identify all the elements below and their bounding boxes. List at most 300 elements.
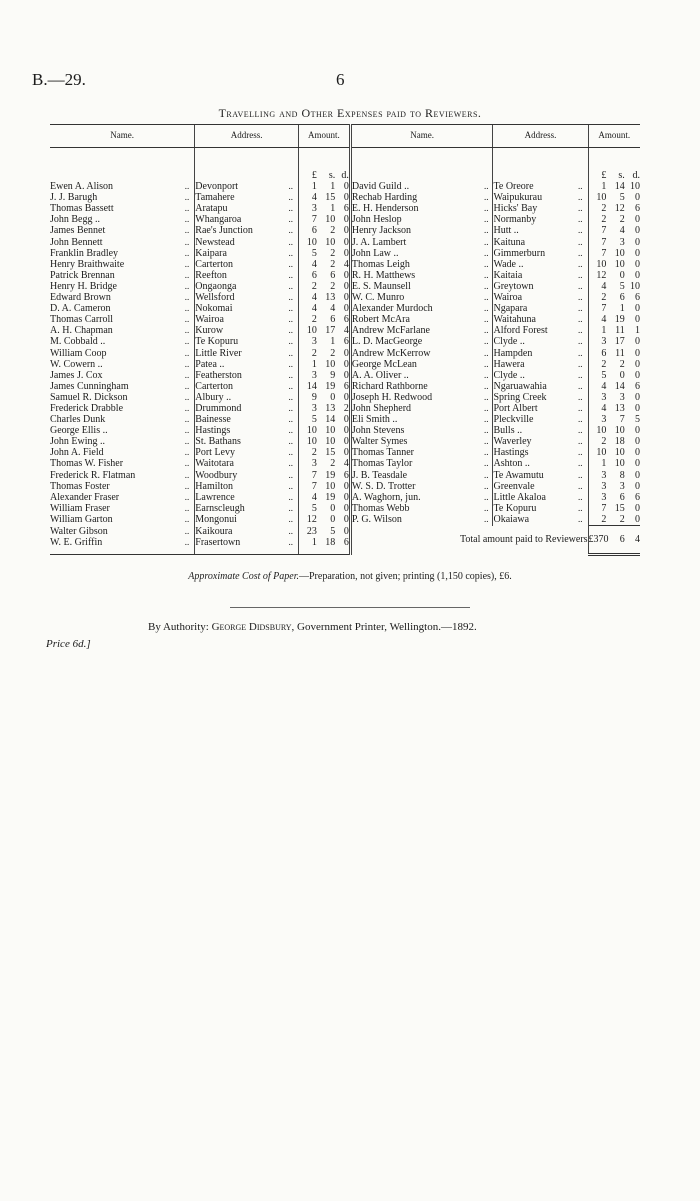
authority-suffix: , Government Printer, Wellington.—1892. bbox=[291, 621, 477, 633]
leader-dots: .. bbox=[184, 303, 190, 314]
table-row bbox=[50, 492, 640, 503]
amount-pounds: 2 bbox=[588, 292, 606, 303]
amount-pounds: 4 bbox=[588, 314, 606, 325]
amount-pounds: 5 bbox=[299, 503, 317, 514]
table-row bbox=[50, 303, 640, 314]
reviewer-name: John Law .. bbox=[350, 248, 480, 259]
expenses-table bbox=[50, 124, 640, 556]
leader-dots: .. bbox=[288, 203, 293, 214]
reviewer-name: Henry Jackson bbox=[350, 225, 480, 236]
reviewer-name: George Ellis .. bbox=[50, 425, 108, 437]
table-row bbox=[50, 425, 640, 436]
leader-dots: .. bbox=[483, 469, 489, 480]
leader-dots: .. bbox=[184, 425, 190, 436]
printer-name: George Didsbury bbox=[211, 621, 292, 633]
leader-dots: .. bbox=[483, 358, 489, 369]
reviewer-address: Bulls .. bbox=[493, 425, 573, 436]
amount-shillings: 2 bbox=[330, 280, 336, 292]
reviewer-name: Frederick R. Flatman bbox=[50, 469, 136, 481]
reviewer-address: Kaipara bbox=[195, 248, 284, 259]
reviewer-address: Clyde .. bbox=[493, 370, 573, 381]
reviewer-address: Te Kopuru bbox=[493, 503, 573, 514]
table-row bbox=[50, 259, 640, 270]
reviewer-name: George McLean bbox=[350, 359, 480, 370]
table-row bbox=[50, 458, 640, 469]
reviewer-address: Waitotara bbox=[195, 458, 284, 469]
amount-shillings: 3 bbox=[619, 391, 625, 403]
leader-dots: .. bbox=[288, 369, 293, 380]
reviewer-address: Hampden bbox=[493, 348, 573, 359]
amount-pence: 6 bbox=[343, 469, 349, 481]
spacer bbox=[493, 148, 573, 182]
reviewer-address: Aratapu bbox=[195, 203, 284, 214]
amount-pence: 0 bbox=[343, 502, 349, 514]
reviewer-name: Robert McAra bbox=[350, 314, 480, 325]
amount-pounds: 1 bbox=[588, 458, 606, 469]
table-title: Travelling and Other Expenses paid to Reviewers. bbox=[218, 106, 482, 120]
amount-pounds: 2 bbox=[588, 214, 606, 225]
spacer bbox=[350, 148, 480, 182]
leader-dots: .. bbox=[288, 280, 293, 291]
leader-dots: .. bbox=[577, 502, 583, 513]
leader-dots: .. bbox=[577, 280, 583, 291]
document-code: B.—29. bbox=[32, 70, 86, 89]
page-header bbox=[32, 70, 652, 92]
amount-pounds: 7 bbox=[299, 470, 317, 481]
amount-shillings: 3 bbox=[619, 236, 625, 248]
reviewer-name: J. J. Barugh bbox=[50, 192, 98, 204]
col-amount-right: Amount. bbox=[588, 125, 640, 148]
amount-pounds: 7 bbox=[588, 248, 606, 259]
amount-pence: 0 bbox=[343, 280, 349, 292]
reviewer-name: John Heslop bbox=[350, 214, 480, 225]
amount-pounds: 5 bbox=[299, 414, 317, 425]
amount-shillings: 2 bbox=[619, 513, 625, 525]
amount-shillings: 19 bbox=[325, 469, 336, 481]
amount-pounds: 1 bbox=[588, 181, 606, 192]
amount-pounds: 4 bbox=[299, 192, 317, 203]
amount-pounds: 1 bbox=[299, 537, 317, 555]
table-row bbox=[50, 237, 640, 248]
amount-shillings: 2 bbox=[330, 247, 336, 259]
amount-pence: 0 bbox=[343, 247, 349, 259]
leader-dots: .. bbox=[184, 436, 190, 447]
table-row bbox=[50, 325, 640, 336]
leader-dots: .. bbox=[184, 314, 190, 325]
amount-shillings: 2 bbox=[619, 358, 625, 370]
amount-pounds: 10 bbox=[299, 237, 317, 248]
table-row bbox=[50, 270, 640, 281]
leader-dots: .. bbox=[483, 436, 489, 447]
amount-pence: 6 bbox=[343, 336, 349, 348]
table-row bbox=[50, 392, 640, 403]
amount-shillings: 10 bbox=[325, 358, 336, 370]
amount-shillings: 10 bbox=[325, 236, 336, 248]
amount-pence: 0 bbox=[343, 414, 349, 426]
amount-pounds: 4 bbox=[299, 303, 317, 314]
leader-dots: .. bbox=[288, 325, 293, 336]
reviewer-address: Hamilton bbox=[195, 481, 284, 492]
reviewer-address: Wellsford bbox=[195, 292, 284, 303]
leader-dots: .. bbox=[483, 280, 489, 291]
reviewer-address: Clyde .. bbox=[493, 336, 573, 347]
amount-pounds: 2 bbox=[588, 436, 606, 447]
amount-pence: 0 bbox=[343, 181, 349, 193]
amount-shillings: 15 bbox=[325, 192, 336, 204]
amount-pounds: 1 bbox=[299, 359, 317, 370]
amount-pounds: 4 bbox=[588, 403, 606, 414]
leader-dots: .. bbox=[483, 502, 489, 513]
leader-dots: .. bbox=[577, 513, 583, 524]
amount-pence: 0 bbox=[635, 269, 640, 281]
total-pence: 4 bbox=[625, 526, 640, 555]
reviewer-address: Reefton bbox=[195, 270, 284, 281]
reviewer-address: Lawrence bbox=[195, 492, 284, 503]
amount-pence: 10 bbox=[630, 181, 640, 193]
reviewer-address: Kurow bbox=[195, 325, 284, 336]
reviewer-name: Franklin Bradley bbox=[50, 247, 119, 259]
amount-pounds: 3 bbox=[588, 392, 606, 403]
reviewer-address: Waverley bbox=[493, 436, 573, 447]
cost-note bbox=[0, 571, 700, 582]
reviewer-name: Edward Brown bbox=[50, 292, 111, 304]
reviewer-address: Okaiawa bbox=[493, 514, 573, 526]
reviewer-address: Drummond bbox=[195, 403, 284, 414]
leader-dots: .. bbox=[184, 214, 190, 225]
amount-pounds: 10 bbox=[588, 259, 606, 270]
leader-dots: .. bbox=[184, 369, 190, 380]
leader-dots: .. bbox=[288, 258, 293, 269]
leader-dots: .. bbox=[483, 192, 489, 203]
amount-pounds: 3 bbox=[588, 470, 606, 481]
reviewer-name: Richard Rathborne bbox=[350, 381, 480, 392]
leader-dots: .. bbox=[288, 480, 293, 491]
reviewer-name: John Begg .. bbox=[50, 214, 100, 226]
amount-pence: 4 bbox=[343, 258, 349, 270]
leader-dots: .. bbox=[577, 380, 583, 391]
amount-pounds: 12 bbox=[588, 270, 606, 281]
leader-dots: .. bbox=[184, 347, 190, 358]
unit-pence: d. bbox=[341, 170, 349, 181]
reviewer-name: Walter Symes bbox=[350, 436, 480, 447]
amount-pence: 0 bbox=[343, 491, 349, 503]
reviewer-name: Thomas W. Fisher bbox=[50, 458, 124, 470]
table-body bbox=[50, 148, 640, 555]
amount-shillings: 5 bbox=[619, 192, 625, 204]
amount-pounds: 3 bbox=[588, 336, 606, 347]
leader-dots: .. bbox=[483, 513, 489, 524]
unit-pounds: £ bbox=[588, 148, 606, 182]
leader-dots: .. bbox=[483, 181, 489, 192]
amount-pence: 6 bbox=[635, 491, 640, 503]
amount-shillings: 0 bbox=[330, 513, 336, 525]
reviewer-address: Kaikoura bbox=[195, 526, 284, 537]
total-shillings: 6 bbox=[606, 526, 624, 555]
amount-pence: 0 bbox=[635, 458, 640, 470]
leader-dots: .. bbox=[577, 391, 583, 402]
amount-pounds: 10 bbox=[588, 192, 606, 203]
amount-pence: 0 bbox=[635, 425, 640, 437]
amount-pounds: 6 bbox=[299, 225, 317, 236]
reviewer-address: Alford Forest bbox=[493, 325, 573, 336]
reviewer-address: Waipukurau bbox=[493, 192, 573, 203]
amount-pounds: 2 bbox=[299, 348, 317, 359]
amount-shillings: 2 bbox=[330, 458, 336, 470]
amount-pence: 0 bbox=[635, 513, 640, 525]
amount-pounds: 5 bbox=[299, 248, 317, 259]
amount-pence: 0 bbox=[635, 347, 640, 359]
reviewer-address: Newstead bbox=[195, 237, 284, 248]
reviewer-name: W. S. D. Trotter bbox=[350, 481, 480, 492]
amount-shillings: 18 bbox=[317, 537, 335, 555]
leader-dots: .. bbox=[184, 458, 190, 469]
amount-shillings: 6 bbox=[330, 314, 336, 326]
amount-pounds: 3 bbox=[299, 203, 317, 214]
reviewer-name: J. B. Teasdale bbox=[350, 470, 480, 481]
amount-shillings: 4 bbox=[330, 303, 336, 315]
leader-dots: .. bbox=[184, 491, 190, 502]
reviewer-name: Thomas Leigh bbox=[350, 259, 480, 270]
reviewer-address: Wairoa bbox=[493, 292, 573, 303]
amount-shillings: 10 bbox=[614, 258, 625, 270]
amount-shillings: 14 bbox=[614, 181, 625, 193]
amount-shillings: 2 bbox=[330, 258, 336, 270]
amount-pence: 0 bbox=[343, 303, 349, 315]
table-row bbox=[50, 292, 640, 303]
reviewer-address: Wade .. bbox=[493, 259, 573, 270]
leader-dots: .. bbox=[483, 214, 489, 225]
leader-dots: .. bbox=[577, 480, 583, 491]
amount-pounds: 10 bbox=[299, 325, 317, 336]
amount-pounds: 14 bbox=[299, 381, 317, 392]
amount-pounds: 2 bbox=[588, 203, 606, 214]
reviewer-name: Samuel R. Dickson bbox=[50, 391, 128, 403]
reviewer-address: Albury .. bbox=[195, 392, 284, 403]
amount-pence: 0 bbox=[343, 214, 349, 226]
leader-dots: .. bbox=[483, 369, 489, 380]
reviewer-name: Thomas Taylor bbox=[350, 458, 480, 469]
amount-pounds: 4 bbox=[299, 259, 317, 270]
amount-shillings: 10 bbox=[614, 425, 625, 437]
amount-shillings: 2 bbox=[619, 214, 625, 226]
amount-shillings: 10 bbox=[614, 247, 625, 259]
amount-pence: 0 bbox=[343, 480, 349, 492]
table-row bbox=[50, 336, 640, 347]
reviewer-address: Nokomai bbox=[195, 303, 284, 314]
reviewer-address: Wairoa bbox=[195, 314, 284, 325]
reviewer-address: Ashton .. bbox=[493, 458, 573, 469]
col-name-left: Name. bbox=[50, 125, 195, 148]
leader-dots: .. bbox=[184, 336, 190, 347]
amount-pounds: 7 bbox=[588, 225, 606, 236]
amount-pounds: 3 bbox=[299, 336, 317, 347]
reviewer-address: Port Levy bbox=[195, 447, 284, 458]
cost-label: Approximate Cost of Paper. bbox=[188, 571, 299, 582]
reviewer-address: Hutt .. bbox=[493, 225, 573, 236]
leader-dots: .. bbox=[184, 402, 190, 413]
reviewer-name: Alexander Fraser bbox=[50, 491, 120, 503]
amount-pence: 10 bbox=[630, 280, 640, 292]
amount-pence: 6 bbox=[343, 380, 349, 392]
leader-dots: .. bbox=[577, 336, 583, 347]
reviewer-name: Walter Gibson bbox=[50, 525, 108, 537]
leader-dots: .. bbox=[577, 436, 583, 447]
leader-dots: .. bbox=[577, 225, 583, 236]
leader-dots: .. bbox=[577, 214, 583, 225]
leader-dots: .. bbox=[184, 203, 190, 214]
table-row bbox=[50, 514, 640, 526]
amount-pence: 0 bbox=[635, 447, 640, 459]
spacer bbox=[195, 148, 284, 182]
amount-pounds: 1 bbox=[588, 325, 606, 336]
leader-dots: .. bbox=[184, 325, 190, 336]
amount-shillings: 10 bbox=[325, 480, 336, 492]
amount-shillings: 1 bbox=[330, 181, 336, 193]
reviewer-name: A. A. Oliver .. bbox=[350, 370, 480, 381]
reviewer-name: Thomas Tanner bbox=[350, 447, 480, 458]
reviewer-address: Waitahuna bbox=[493, 314, 573, 325]
amount-pence: 0 bbox=[343, 369, 349, 381]
reviewer-name: W. E. Griffin bbox=[50, 537, 180, 555]
leader-dots: .. bbox=[288, 292, 293, 303]
amount-pounds: 2 bbox=[299, 314, 317, 325]
amount-pounds: 3 bbox=[299, 458, 317, 469]
reviewer-address: Greytown bbox=[493, 281, 573, 292]
amount-pence: 0 bbox=[343, 425, 349, 437]
leader-dots: .. bbox=[577, 491, 583, 502]
table-row bbox=[50, 192, 640, 203]
spacer bbox=[480, 148, 493, 182]
amount-pence: 0 bbox=[635, 314, 640, 326]
amount-pence: 0 bbox=[635, 369, 640, 381]
amount-pounds: 2 bbox=[299, 281, 317, 292]
amount-shillings: 11 bbox=[615, 347, 625, 359]
amount-pence: 0 bbox=[343, 436, 349, 448]
leader-dots: .. bbox=[180, 537, 195, 555]
reviewer-name: J. A. Lambert bbox=[350, 237, 480, 248]
leader-dots: .. bbox=[288, 336, 293, 347]
amount-shillings: 13 bbox=[325, 402, 336, 414]
amount-shillings: 0 bbox=[330, 502, 336, 514]
amount-pence: 0 bbox=[635, 336, 640, 348]
leader-dots: .. bbox=[184, 391, 190, 402]
reviewer-name: E. S. Maunsell bbox=[350, 281, 480, 292]
leader-dots: .. bbox=[577, 447, 583, 458]
table-row bbox=[50, 203, 640, 214]
amount-pounds: 2 bbox=[299, 447, 317, 458]
amount-shillings: 0 bbox=[330, 391, 336, 403]
table-row bbox=[50, 381, 640, 392]
amount-pounds: 3 bbox=[588, 492, 606, 503]
reviewer-name: James Bennet bbox=[50, 225, 106, 237]
leader-dots: .. bbox=[184, 258, 190, 269]
leader-dots: .. bbox=[577, 181, 583, 192]
reviewer-address: Te Awamutu bbox=[493, 470, 573, 481]
spacer bbox=[573, 148, 588, 182]
reviewer-address: Gimmerburn bbox=[493, 248, 573, 259]
amount-pounds: 3 bbox=[588, 414, 606, 425]
reviewer-address: Ongaonga bbox=[195, 281, 284, 292]
leader-dots: .. bbox=[288, 380, 293, 391]
reviewer-address: Port Albert bbox=[493, 403, 573, 414]
leader-dots: .. bbox=[483, 491, 489, 502]
table-row bbox=[50, 447, 640, 458]
leader-dots: .. bbox=[483, 247, 489, 258]
unit-pence: d. bbox=[632, 170, 640, 181]
amount-pounds: 2 bbox=[588, 359, 606, 370]
leader-dots: .. bbox=[483, 303, 489, 314]
amount-shillings: 10 bbox=[325, 436, 336, 448]
amount-shillings: 17 bbox=[614, 336, 625, 348]
leader-dots: .. bbox=[577, 203, 583, 214]
reviewer-address: Featherston bbox=[195, 370, 284, 381]
reviewer-address: Carterton bbox=[195, 381, 284, 392]
leader-dots: .. bbox=[483, 336, 489, 347]
amount-pounds: 9 bbox=[299, 392, 317, 403]
amount-pence: 6 bbox=[335, 537, 350, 555]
leader-dots: .. bbox=[577, 192, 583, 203]
reviewer-name: David Guild .. bbox=[350, 181, 480, 192]
reviewer-address: Devonport bbox=[195, 181, 284, 192]
amount-shillings: 19 bbox=[325, 491, 336, 503]
divider bbox=[230, 607, 470, 608]
leader-dots: .. bbox=[184, 269, 190, 280]
amount-pence: 5 bbox=[635, 414, 640, 426]
leader-dots: .. bbox=[483, 292, 489, 303]
amount-shillings: 6 bbox=[619, 292, 625, 304]
amount-shillings: 1 bbox=[330, 336, 336, 348]
reviewer-name: Ewen A. Alison bbox=[50, 181, 114, 193]
leader-dots: .. bbox=[577, 247, 583, 258]
leader-dots: .. bbox=[577, 236, 583, 247]
leader-dots: .. bbox=[184, 380, 190, 391]
leader-dots: .. bbox=[483, 269, 489, 280]
leader-dots: .. bbox=[288, 236, 293, 247]
reviewer-address: Greenvale bbox=[493, 481, 573, 492]
leader-dots: .. bbox=[184, 358, 190, 369]
leader-dots: .. bbox=[483, 225, 489, 236]
reviewer-name: John Stevens bbox=[350, 425, 480, 436]
price: Price 6d.] bbox=[46, 638, 91, 650]
amount-pence: 0 bbox=[343, 236, 349, 248]
reviewer-address: Carterton bbox=[195, 259, 284, 270]
amount-pence: 0 bbox=[635, 436, 640, 448]
reviewer-name: Charles Dunk bbox=[50, 414, 106, 426]
leader-dots: .. bbox=[288, 414, 293, 425]
amount-pounds: 7 bbox=[299, 214, 317, 225]
table-row bbox=[50, 414, 640, 425]
leader-dots: .. bbox=[483, 325, 489, 336]
leader-dots: .. bbox=[184, 469, 190, 480]
leader-dots: .. bbox=[483, 402, 489, 413]
table-row bbox=[50, 214, 640, 225]
amount-pence: 0 bbox=[635, 391, 640, 403]
reviewer-name: Henry Braithwaite bbox=[50, 258, 125, 270]
leader-dots: .. bbox=[288, 491, 293, 502]
amount-pounds: 4 bbox=[588, 381, 606, 392]
leader-dots: .. bbox=[283, 537, 298, 555]
reviewer-name: William Garton bbox=[50, 513, 113, 525]
amount-pence: 0 bbox=[635, 303, 640, 315]
amount-pence: 0 bbox=[343, 513, 349, 525]
reviewer-address: Patea .. bbox=[195, 359, 284, 370]
leader-dots: .. bbox=[288, 391, 293, 402]
reviewer-name: Patrick Brennan bbox=[50, 269, 115, 281]
amount-pence: 6 bbox=[635, 380, 640, 392]
amount-pence: 2 bbox=[343, 402, 349, 414]
reviewer-address: Bainesse bbox=[195, 414, 284, 425]
reviewer-name: Henry H. Bridge bbox=[50, 280, 117, 292]
